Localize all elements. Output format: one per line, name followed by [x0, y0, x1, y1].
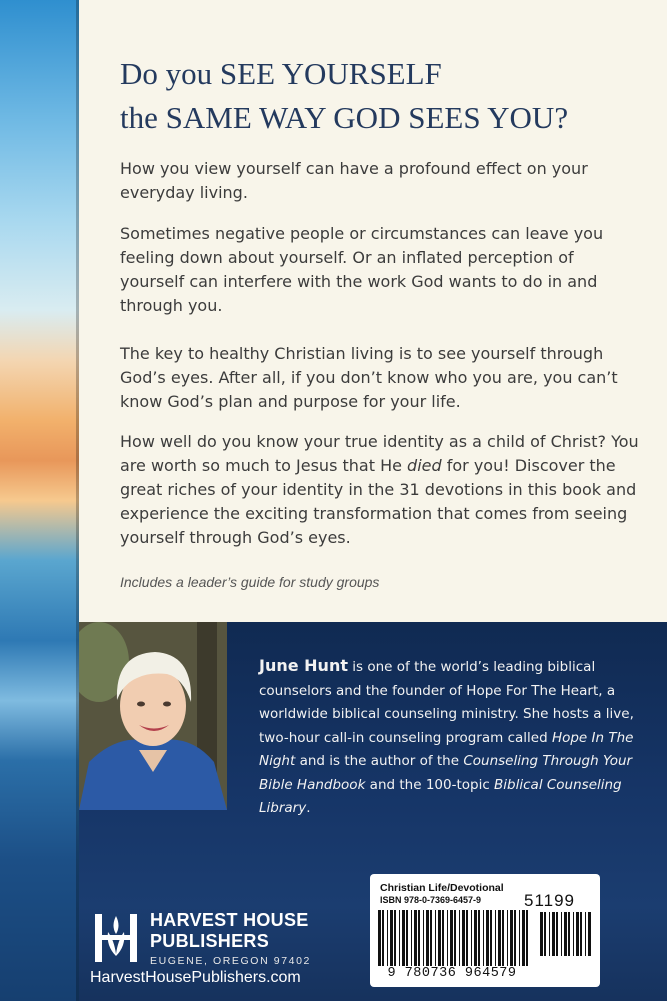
program-name: Hope In The Night: [259, 729, 634, 769]
library-name: Biblical Counseling Library: [259, 776, 622, 816]
paragraph-4: How well do you know your true identity as a child of Christ? You are worth so much to Jesus that He died for you! Discover the great riches of your identity in the 31 devotions in this book and experience the exciting transformation that comes from seeing yourself through God’s eyes.: [120, 432, 639, 547]
ean-digits: 9 780736 964579: [387, 966, 517, 981]
publisher-city: EUGENE, OREGON 97402: [150, 955, 311, 967]
isbn-text: ISBN 978-0-7369-6457-9: [380, 895, 482, 905]
headline-line-2: the SAME WAY GOD SEES YOU?: [120, 100, 569, 135]
publisher-name: HARVEST HOUSE PUBLISHERS: [150, 910, 309, 951]
harvest-house-logo-icon: [94, 910, 138, 966]
author-photo: [79, 622, 227, 810]
ocean-sunset-spine-art: [0, 0, 79, 1001]
category-label: Christian Life/Devotional: [380, 882, 504, 894]
publisher-website: HarvestHousePublishers.com: [90, 969, 301, 986]
author-name: June Hunt: [259, 656, 348, 675]
price-barcode: [538, 912, 594, 956]
book-name: Counseling Through Your Bible Handbook: [259, 753, 633, 793]
paragraph-3: The key to healthy Christian living is to see yourself through God’s eyes. After all, if you don’t know who you are, you can’t know God’s plan and purpose for your life.: [120, 344, 618, 411]
headline: [120, 52, 650, 140]
ean-barcode: [376, 910, 532, 966]
paragraph-1: How you view yourself can have a profound effect on your everyday living.: [120, 159, 588, 202]
price-code: 51199: [524, 891, 576, 910]
paragraph-2: Sometimes negative people or circumstances can leave you feeling down about yourself. Or an inflated perception of yourself can interfere with the work God wants to do in and through you.: [120, 224, 604, 315]
author-bio: June Hunt is one of the world’s leading biblical counselors and the founder of Hope For The Heart, a worldwide biblical counseling ministry. She hosts a live, two-hour call-in counseling program called Hope In The Night and is the author of the Counseling Through Your Bible Handbook and the 100-topic Biblical Counseling Library.: [259, 656, 634, 816]
headline-line-1: Do you SEE YOURSELF: [120, 56, 442, 91]
leaders-guide-note: Includes a leader’s guide for study groups: [120, 574, 380, 590]
